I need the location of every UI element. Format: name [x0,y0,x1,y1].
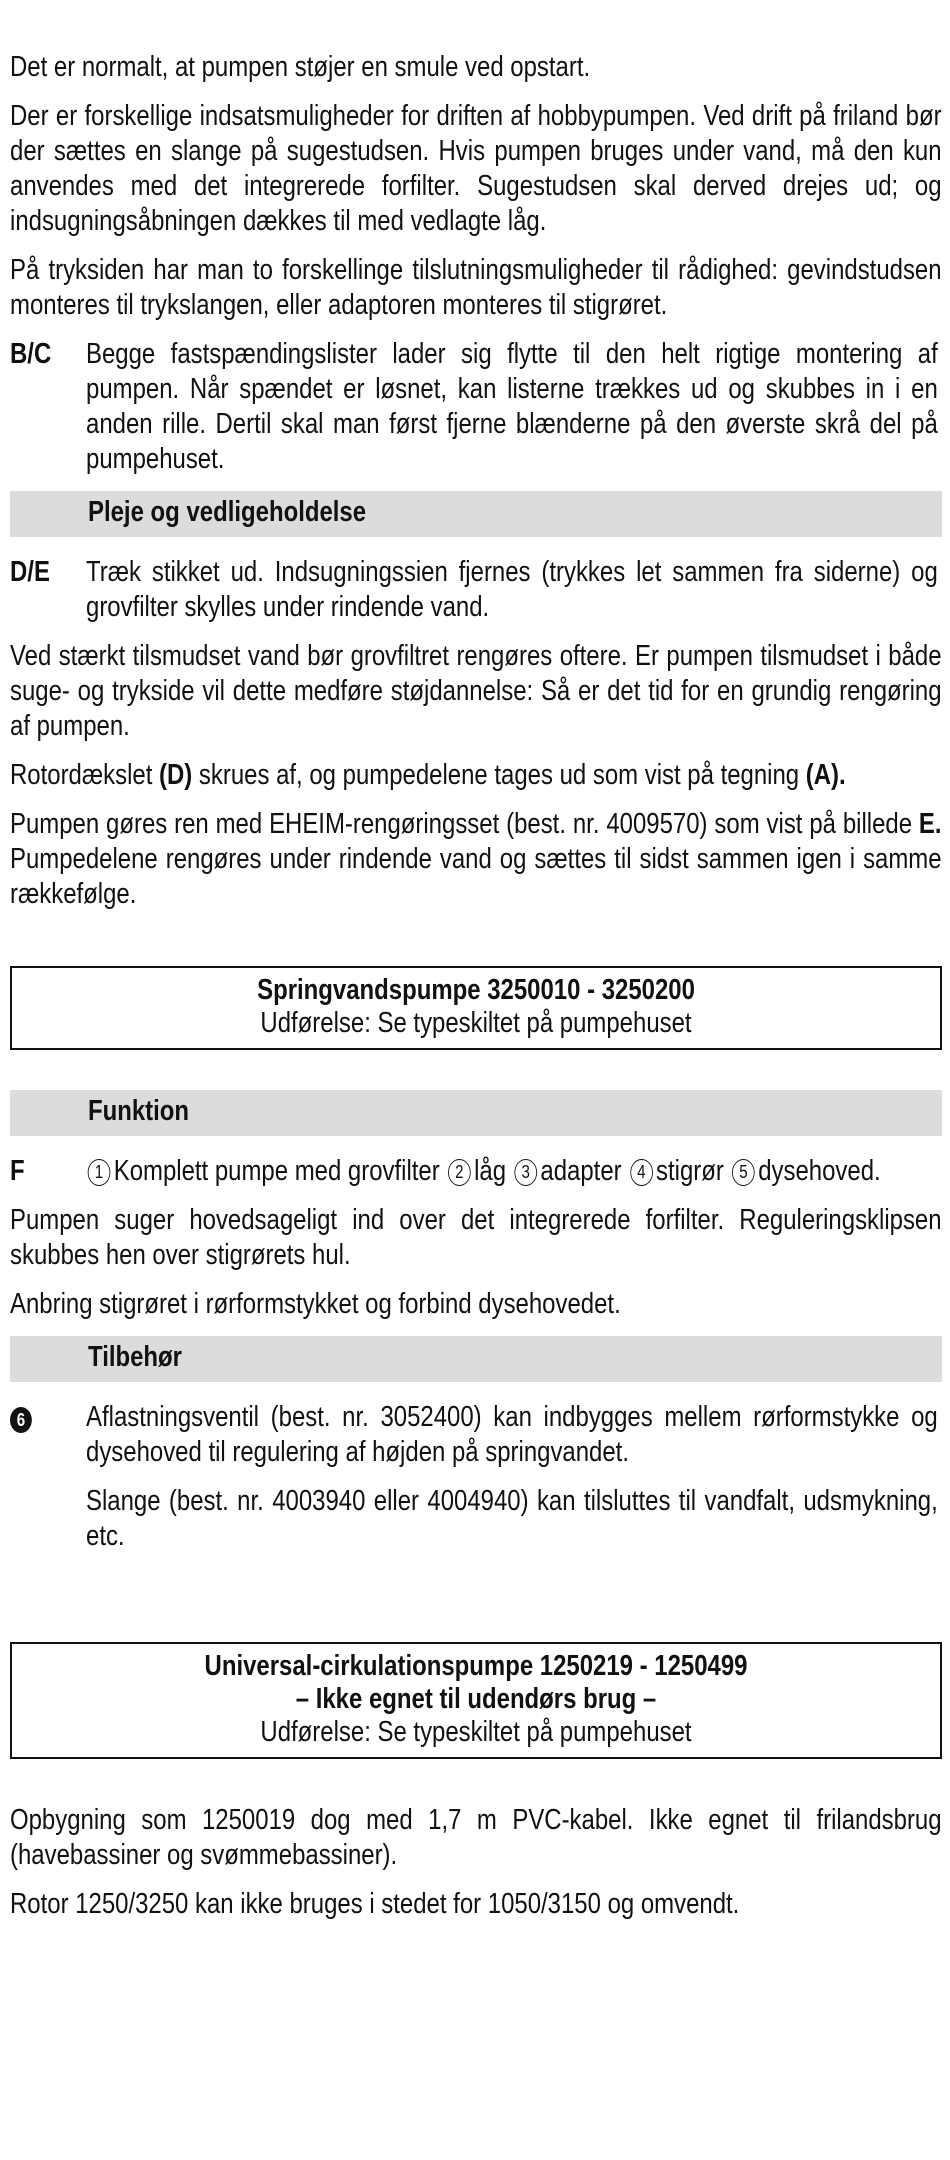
number-6-bullet-icon: 6 [10,1407,32,1433]
universal-rotor-paragraph: Rotor 1250/3250 kan ikke bruges i stedet for 1050/3150 og omvendt. [10,1888,740,1920]
bc-figure-tag: B/C [10,338,52,370]
function-heading: Funktion [88,1095,190,1127]
number-circle-icon: 5 [732,1159,755,1186]
intro-noise-note: Det er normalt, at pumpen støjer en smule ved opstart. [10,51,591,83]
number-circle-icon: 3 [514,1159,537,1186]
f-figure-tag: F [10,1155,25,1187]
universal-pump-warning: – Ikke egnet til udendørs brug – [295,1683,657,1715]
manual-page [10,50,942,1936]
bc-instruction [10,337,942,477]
de-instruction-text: Træk stikket ud. Indsugningssien fjernes (trykkes let sammen fra siderne) og grovfilter skylles under rindende vand. [86,556,938,623]
care-rotor-cover-paragraph: Rotordækslet (D) skrues af, og pumpedelene tages ud som vist på tegning (A). [10,759,846,791]
number-circle-icon: 4 [630,1159,653,1186]
function-riser-paragraph: Anbring stigrøret i rørformstykket og forbind dysehovedet. [10,1288,621,1320]
accessory-valve-text: Aflastningsventil (best. nr. 3052400) kan indbygges mellem rørformstykke og dysehoved til regulering af højden på springvandet. [86,1401,938,1468]
function-suction-paragraph: Pumpen suger hovedsageligt ind over det integrerede forfilter. Reguleringsklipsen skubbes hen over stigrørets hul. [10,1204,942,1271]
intro-pressure-side-paragraph: På tryksiden har man to forskellinge tilslutningsmuligheder til rådighed: gevindstudsen monteres til trykslangen, eller adaptoren monteres til stigrøret. [10,254,942,321]
number-circle-icon: 1 [88,1159,111,1186]
f-parts-list: 1 Komplett pumpe med grovfilter 2 låg 3 adapter 4 stigrør 5 dysehoved. [86,1154,938,1189]
accessory-hose [10,1484,942,1554]
f-instruction [10,1154,942,1189]
care-heading: Pleje og vedligeholdelse [88,496,367,528]
fountain-pump-title: Springvandspumpe 3250010 - 3250200 [257,974,695,1006]
universal-pump-subtitle: Udførelse: Se typeskiltet på pumpehuset [260,1716,692,1748]
accessory-hose-text: Slange (best. nr. 4003940 eller 4004940) kan tilsluttes til vandfalt, udsmykning, etc. [86,1485,938,1552]
function-heading-band [10,1090,942,1136]
intro-usage-paragraph: Der er forskellige indsatsmuligheder for driften af hobbypumpen. Ved drift på friland bør der sættes en slange på sugestudsen. Hvis pumpen bruges under vand, må den kun anvendes med det integrerede forfilter. Sugestudsen skal derved drejes ud; og indsugningsåbningen dækkes til med vedlagte låg. [10,100,942,237]
de-instruction [10,555,942,625]
bc-instruction-text: Begge fastspændingslister lader sig flytte til den helt rigtige montering af pumpen. Når spændet er løsnet, kan listerne trækkes ud og skubbes in i en anden rille. Dertil skal man først fjerne blænderne på den øverste skrå del på pumpehuset. [86,338,938,475]
accessories-heading: Tilbehør [88,1341,183,1373]
fountain-pump-title-box [10,966,942,1050]
accessory-6 [10,1400,942,1470]
accessories-heading-band [10,1336,942,1382]
universal-pump-title-box [10,1642,942,1759]
care-heading-band [10,491,942,537]
care-dirty-water-paragraph: Ved stærkt tilsmudset vand bør grovfiltret rengøres oftere. Er pumpen tilsmudset i både suge- og trykside vil dette medføre støjdannelse: Så er det tid for en grundig rengøring af pumpen. [10,640,942,742]
universal-pump-title: Universal-cirkulationspumpe 1250219 - 1250499 [204,1650,748,1682]
care-cleaning-set-paragraph: Pumpen gøres ren med EHEIM-rengøringsset (best. nr. 4009570) som vist på billede E. Pumpedelene rengøres under rindende vand og sættes til sidst sammen igen i samme rækkefølge. [10,808,942,910]
fountain-pump-subtitle: Udførelse: Se typeskiltet på pumpehuset [260,1007,692,1039]
number-circle-icon: 2 [448,1159,471,1186]
de-figure-tag: D/E [10,556,50,588]
universal-construction-paragraph: Opbygning som 1250019 dog med 1,7 m PVC-kabel. Ikke egnet til frilandsbrug (havebassiner og svømmebassiner). [10,1804,942,1871]
